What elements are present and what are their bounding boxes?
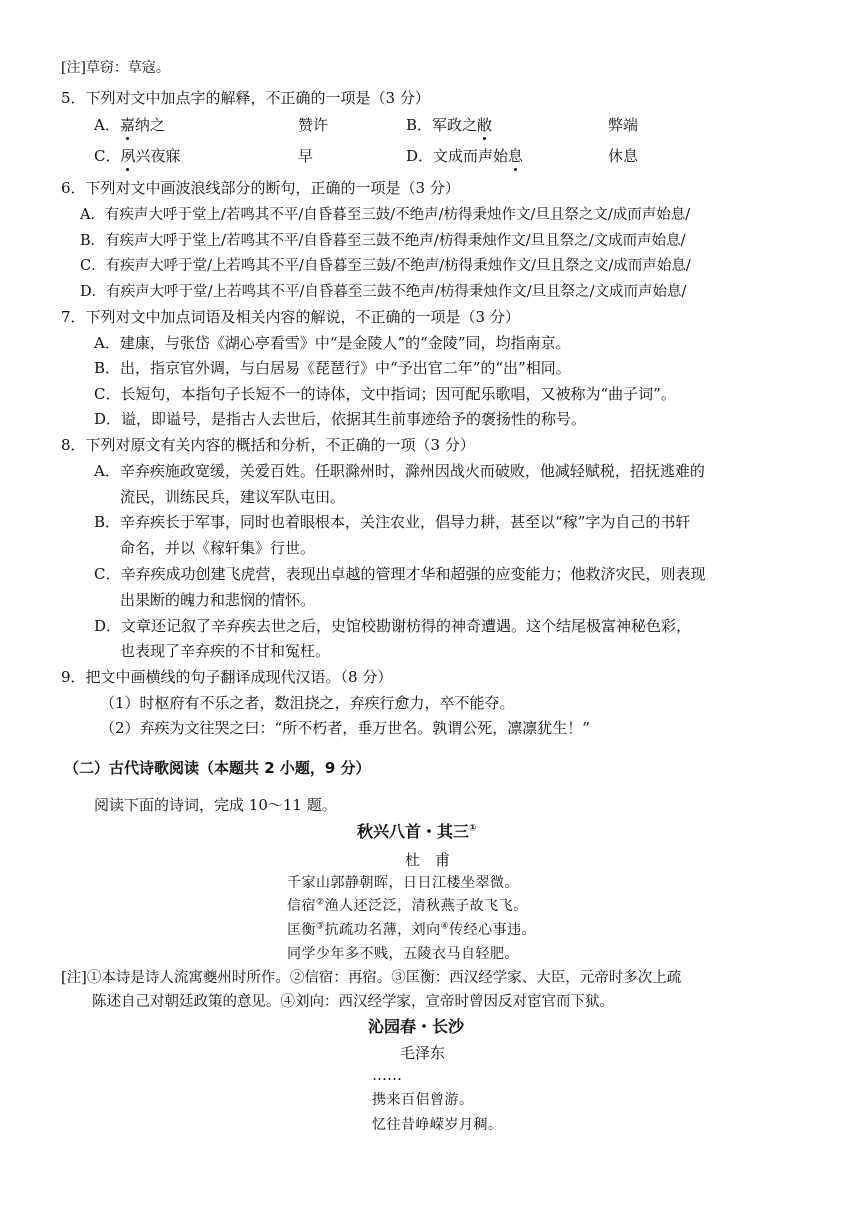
q5-a-label: A． bbox=[94, 116, 120, 134]
q5-option-d bbox=[406, 146, 523, 166]
q5-d-gloss: 休息 bbox=[608, 147, 639, 165]
poem-1-note-line-2: 陈述自己对朝廷政策的意见。④刘向：西汉经学家，宣帝时曾因反对宦官而下狱。 bbox=[92, 994, 614, 1010]
poem-2-line-2: 忆往昔峥嵘岁月稠。 bbox=[372, 1117, 503, 1133]
note-top: [注]草窃：草寇。 bbox=[61, 60, 170, 76]
poem-1-line-2 bbox=[287, 896, 528, 916]
q5-option-a bbox=[94, 115, 165, 135]
q5-d-label: D． bbox=[406, 147, 434, 165]
q8-option-b-line1: B．辛弃疾长于军事，同时也着眼根本，关注农业，倡导力耕，甚至以“稼”字为自己的书轩 bbox=[94, 513, 691, 531]
poem-2-line-1: 携来百侣曾游。 bbox=[372, 1092, 474, 1108]
q5-c-dotted-char: 夙 bbox=[120, 147, 136, 165]
q6-option-c: C．有疾声大呼于堂/上若鸣其不平/自昏暮至三鼓/不绝声/枋得秉烛作文/旦且祭之文/成而声始息/ bbox=[80, 258, 691, 274]
question-9-stem: 9．把文中画横线的句子翻译成现代汉语。（8 分） bbox=[61, 668, 393, 686]
poem-1-note-mark-3: ③ bbox=[316, 921, 325, 932]
q7-option-b: B．出，指京官外调，与白居易《琵琶行》中“予出官二年”的“出”相同。 bbox=[94, 359, 571, 377]
question-6-stem: 6．下列对文中画波浪线部分的断句，正确的一项是（3 分） bbox=[61, 179, 460, 197]
q9-sentence-2: （2）弃疾为文往哭之曰：“所不朽者，垂万世名。孰谓公死，凛凛犹生！” bbox=[100, 719, 590, 737]
q5-c-label: C． bbox=[94, 147, 121, 165]
q5-a-dotted-char: 嘉 bbox=[119, 116, 135, 134]
q5-b-label: B． bbox=[406, 116, 433, 134]
poem-2-ellipsis: …… bbox=[372, 1066, 402, 1084]
q6-option-a: A．有疾声大呼于堂上/若鸣其不平/自昏暮至三鼓/不绝声/枋得秉烛作文/旦且祭之文/成而声始息/ bbox=[80, 207, 691, 223]
poem-1-line-1: 千家山郭静朝晖，日日江楼坐翠微。 bbox=[287, 875, 519, 891]
q8-option-a-line1: A．辛弃疾施政宽缓，关爱百姓。任职滁州时，滁州因战火而破败，他减轻赋税，招抚逃难的 bbox=[94, 462, 705, 480]
poem-1-note-mark-4: ④ bbox=[440, 921, 450, 932]
q6-option-d: D．有疾声大呼于堂/上若鸣其不平/自昏暮至三鼓不绝声/枋得秉烛作文/旦且祭之/文成而声始息/ bbox=[80, 284, 687, 300]
q5-b-gloss: 弊端 bbox=[608, 116, 639, 134]
question-5-stem: 5．下列对文中加点字的解释，不正确的一项是（3 分） bbox=[61, 89, 430, 107]
poem-1-line-2-b: 渔人还泛泛，清秋燕子故飞飞。 bbox=[324, 898, 528, 914]
poem-1-title-text: 秋兴八首・其三 bbox=[357, 822, 470, 841]
q6-option-b: B．有疾声大呼于堂上/若鸣其不平/自昏暮至三鼓不绝声/枋得秉烛作文/旦且祭之/文成而声始息/ bbox=[80, 233, 686, 249]
section-2-heading: （二）古代诗歌阅读（本题共 2 小题，9 分） bbox=[64, 759, 371, 777]
poem-1-line-4: 同学少年多不贱，五陵衣马自轻肥。 bbox=[287, 946, 519, 962]
poem-2-author: 毛泽东 bbox=[400, 1044, 446, 1062]
poem-1-note-line-1: [注]①本诗是诗人流寓夔州时所作。②信宿：再宿。③匡衡：西汉经学家、大臣，元帝时多次上疏 bbox=[61, 970, 682, 986]
question-8-stem: 8．下列对原文有关内容的概括和分析，不正确的一项（3 分） bbox=[61, 436, 475, 454]
q7-option-d: D．谥，即谥号，是指古人去世后，依据其生前事迹给予的褒扬性的称号。 bbox=[94, 410, 587, 428]
poem-1-line-3-a: 匡衡 bbox=[287, 922, 316, 938]
q7-option-a: A．建康，与张岱《湖心亭看雪》中“是金陵人”的“金陵”同，均指南京。 bbox=[94, 334, 571, 352]
q8-option-b-line2: 命名，并以《稼轩集》行世。 bbox=[120, 539, 316, 557]
q8-option-d-line1: D．文章还记叙了辛弃疾去世之后，史馆校勘谢枋得的神奇遭遇。这个结尾极富神秘色彩， bbox=[94, 617, 692, 635]
q5-d-pre: 文成而声始 bbox=[433, 147, 509, 165]
q5-option-c bbox=[94, 146, 181, 166]
q9-sentence-1: （1）时枢府有不乐之者，数沮挠之，弃疾行愈力，卒不能夺。 bbox=[100, 694, 515, 712]
q8-option-a-line2: 流民，训练民兵，建议军队屯田。 bbox=[120, 488, 346, 506]
q8-option-d-line2: 也表现了辛弃疾的不甘和冤枉。 bbox=[120, 642, 331, 660]
q5-a-gloss: 赞许 bbox=[298, 116, 329, 134]
poem-1-line-3 bbox=[287, 920, 536, 940]
q5-c-gloss: 早 bbox=[298, 147, 314, 165]
q8-option-c-line1: C．辛弃疾成功创建飞虎营，表现出卓越的管理才华和超强的应变能力；他救济灾民，则表现 bbox=[94, 565, 706, 583]
q5-c-post: 兴夜寐 bbox=[135, 147, 181, 165]
q5-a-post: 纳之 bbox=[134, 116, 165, 134]
poem-1-line-3-c: 传经心事违。 bbox=[449, 922, 537, 938]
poem-1-title-note-mark: ① bbox=[469, 823, 477, 834]
poem-1-note-mark-2: ② bbox=[316, 897, 325, 908]
question-7-stem: 7．下列对文中加点词语及相关内容的解说，不正确的一项是（3 分） bbox=[61, 308, 520, 326]
q5-b-dotted-char: 敝 bbox=[477, 116, 493, 134]
q7-option-c: C．长短句，本指句子长短不一的诗体，文中指词；因可配乐歌唱，又被称为“曲子词”。 bbox=[94, 385, 676, 403]
poem-2-title: 沁园春・长沙 bbox=[368, 1017, 465, 1036]
q5-option-b bbox=[406, 115, 492, 135]
poem-1-title bbox=[357, 822, 477, 842]
poem-1-author: 杜 甫 bbox=[405, 851, 451, 869]
section-2-intro: 阅读下面的诗词，完成 10～11 题。 bbox=[94, 796, 337, 814]
q5-b-pre: 军政之 bbox=[432, 116, 478, 134]
poem-1-line-3-b: 抗疏功名薄，刘向 bbox=[324, 922, 441, 938]
q8-option-c-line2: 出果断的魄力和悲悯的情怀。 bbox=[120, 591, 316, 609]
q5-d-dotted-char: 息 bbox=[508, 147, 524, 165]
poem-1-line-2-a: 信宿 bbox=[287, 898, 316, 914]
